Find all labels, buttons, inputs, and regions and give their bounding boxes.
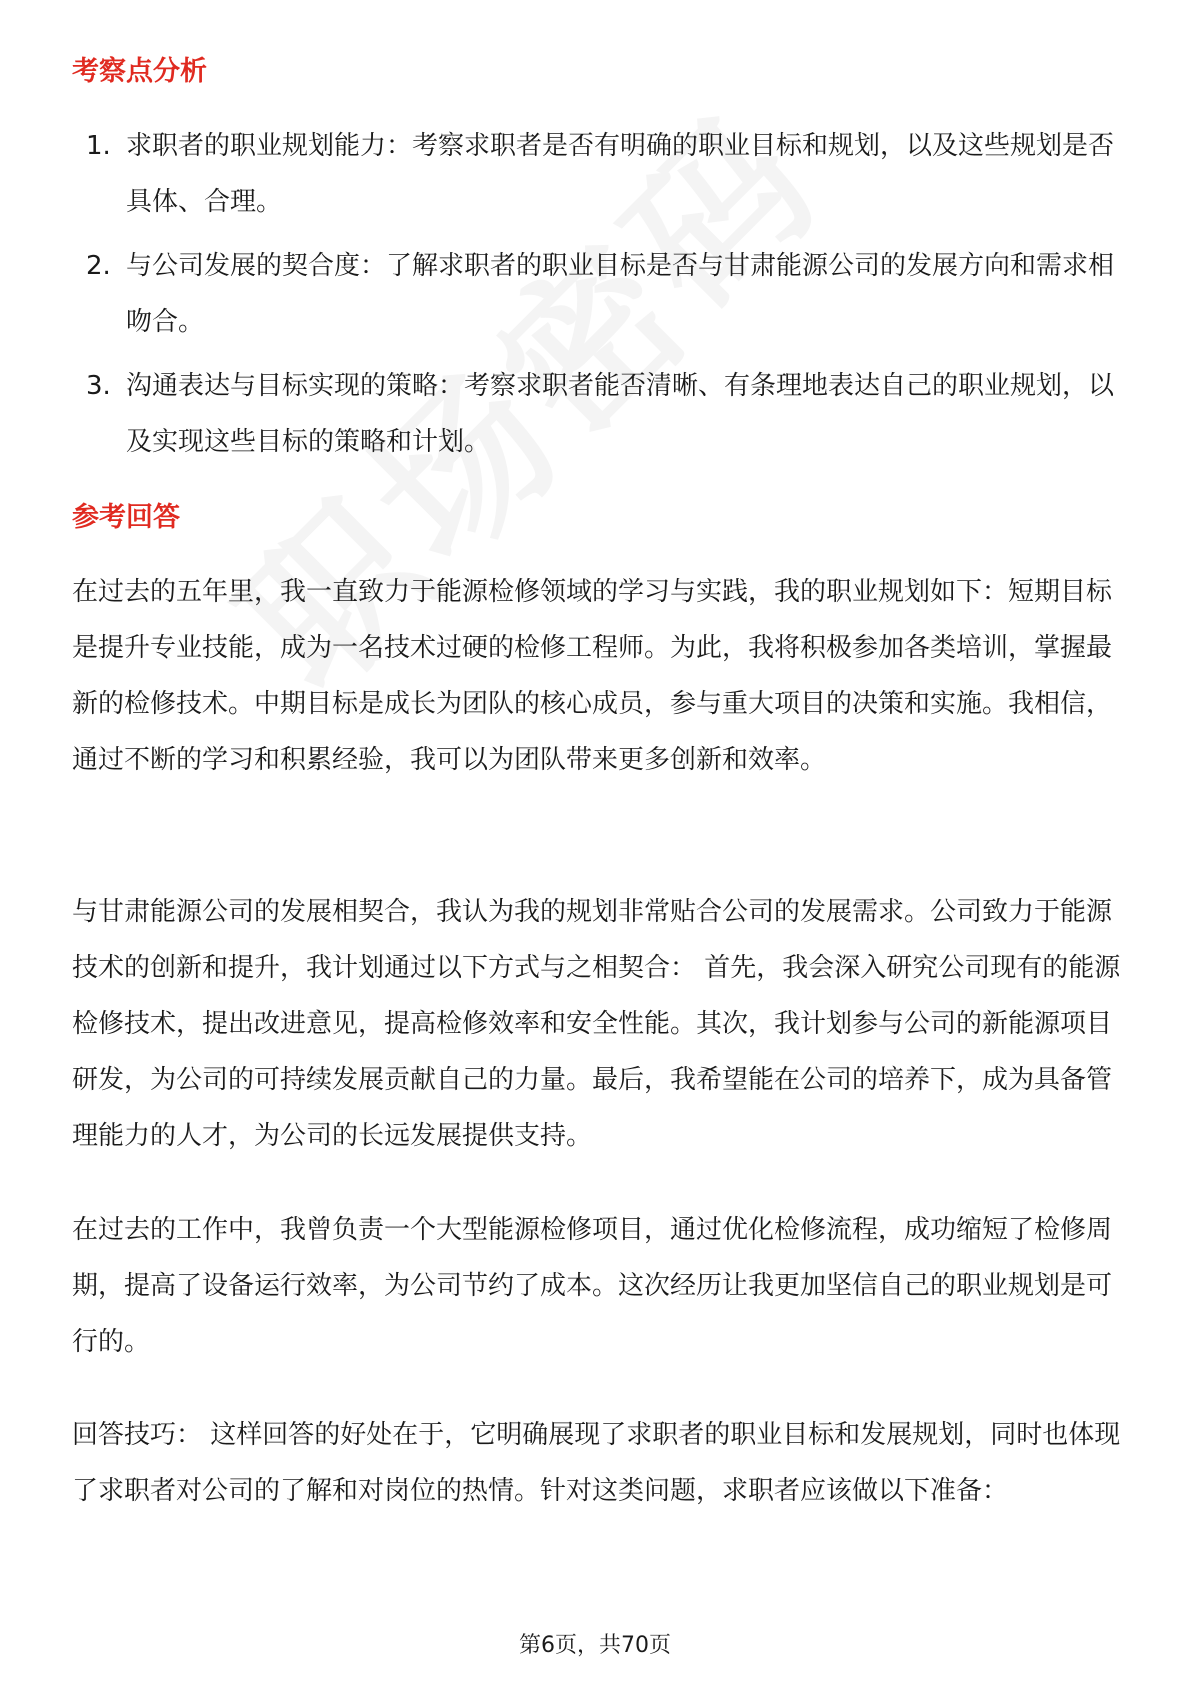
- analysis-list: [72, 118, 1122, 478]
- list-item: [72, 118, 1122, 230]
- answer-paragraph: 在过去的五年里，我一直致力于能源检修领域的学习与实践，我的职业规划如下：短期目标是提升专业技能，成为一名技术过硬的检修工程师。为此，我将积极参加各类培训，掌握最新的检修技术。中期目标是成长为团队的核心成员，参与重大项目的决策和实施。我相信，通过不断的学习和积累经验，我可以为团队带来更多创新和效率。: [72, 577, 1113, 775]
- list-item-text: 求职者的职业规划能力：考察求职者是否有明确的职业目标和规划，以及这些规划是否具体、合理。: [126, 131, 1115, 217]
- answer-section-title: 参考回答: [72, 502, 180, 533]
- list-item: [72, 358, 1122, 470]
- list-item-number: 3.: [86, 371, 111, 401]
- answer-paragraph: 在过去的工作中，我曾负责一个大型能源检修项目，通过优化检修流程，成功缩短了检修周期，提高了设备运行效率，为公司节约了成本。这次经历让我更加坚信自己的职业规划是可行的。: [72, 1215, 1113, 1357]
- analysis-section-title: 考察点分析: [72, 56, 207, 87]
- list-item-text: 与公司发展的契合度：了解求职者的职业目标是否与甘肃能源公司的发展方向和需求相吻合。: [126, 251, 1115, 337]
- list-item-number: 2.: [86, 251, 111, 281]
- page-number-footer: 第6页，共70页: [519, 1633, 671, 1658]
- answer-tips-paragraph: 回答技巧： 这样回答的好处在于，它明确展现了求职者的职业目标和发展规划，同时也体现了求职者对公司的了解和对岗位的热情。针对这类问题，求职者应该做以下准备：: [72, 1420, 1121, 1506]
- answer-paragraph: 与甘肃能源公司的发展相契合，我认为我的规划非常贴合公司的发展需求。公司致力于能源技术的创新和提升，我计划通过以下方式与之相契合： 首先，我会深入研究公司现有的能源检修技术，提出改进意见，提高检修效率和安全性能。其次，我计划参与公司的新能源项目研发，为公司的可持续发展贡献自己的力量。最后，我希望能在公司的培养下，成为具备管理能力的人才，为公司的长远发展提供支持。: [72, 897, 1121, 1151]
- list-item-text: 沟通表达与目标实现的策略：考察求职者能否清晰、有条理地表达自己的职业规划，以及实现这些目标的策略和计划。: [126, 371, 1115, 457]
- list-item: [72, 238, 1122, 350]
- list-item-number: 1.: [86, 131, 111, 161]
